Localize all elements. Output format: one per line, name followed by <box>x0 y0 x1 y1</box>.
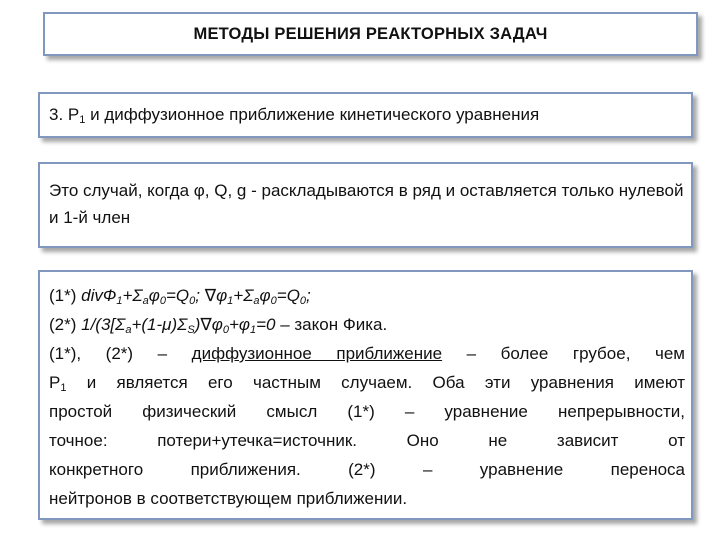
para-l1-post: – более грубое, чем <box>442 344 685 363</box>
eq1-h: =Q <box>276 286 300 305</box>
eq1-e: ; ∇φ <box>195 286 228 305</box>
eq2-c-sub: 0 <box>222 324 229 336</box>
eq2-b-sub: S <box>187 324 195 336</box>
eq2-body <box>81 315 275 334</box>
para-line-6: нейтронов в соответствующем приближении. <box>49 489 408 508</box>
eq2-a: 1/(3[Σ <box>81 315 126 334</box>
eq1-d-sub: 0 <box>189 295 196 307</box>
slide-title: МЕТОДЫ РЕШЕНИЯ РЕАКТОРНЫХ ЗАДАЧ <box>193 25 548 43</box>
diffusion-approximation-term: диффузионное приближение <box>191 344 443 363</box>
eq1-a: divФ <box>81 286 117 305</box>
eq1-i: ; <box>306 286 311 305</box>
para-line-1 <box>49 344 685 364</box>
case-description-box <box>38 162 693 248</box>
eq1-body <box>81 286 311 305</box>
para-line-3: простой физический смысл (1*) – уравнение непрерывности, <box>49 402 685 421</box>
eq2-b: +(1-μ)Σ <box>131 315 188 334</box>
case-description: Это случай, когда φ, Q, g - раскладываются в ряд и оставляется только нулевой и 1-й член <box>49 181 684 227</box>
para-l2-pre: P <box>49 373 61 392</box>
eq1-label: (1*) <box>49 286 82 305</box>
eq1-c-sub: 0 <box>159 295 166 307</box>
eq1-c: φ <box>148 286 160 305</box>
para-l2-post: и является его частным случаем. Оба эти уравнения имеют <box>66 373 685 392</box>
title-box <box>43 12 698 56</box>
eq1-g: φ <box>259 286 271 305</box>
equations-box <box>38 270 693 520</box>
para-line-5: конкретного приближения. (2*) – уравнение переноса <box>49 460 685 479</box>
eq1-h-sub: 0 <box>299 295 307 307</box>
heading-subscript: 1 <box>79 114 86 126</box>
eq2-d-sub: 1 <box>249 324 257 336</box>
eq2-e: =0 <box>256 315 276 334</box>
eq1-f-sub: a <box>253 295 260 307</box>
eq1-g-sub: 0 <box>270 295 277 307</box>
eq1-b: +Σ <box>122 286 143 305</box>
para-line-2 <box>49 373 685 393</box>
section-heading-box <box>38 92 693 138</box>
eq1-d: =Q <box>165 286 190 305</box>
eq1-e-sub: 1 <box>227 295 234 307</box>
eq2-tail: – закон Фика. <box>275 315 388 334</box>
para-l1-pre: (1*), (2*) – <box>49 344 192 363</box>
heading-suffix: и диффузионное приближение кинетического уравнения <box>85 105 540 124</box>
eq1-a-sub: 1 <box>116 295 123 307</box>
para-l2-sub: 1 <box>60 382 67 394</box>
eq2-a-sub: a <box>125 324 132 336</box>
para-line-4: точное: потери+утечка=источник. Оно не зависит от <box>49 431 685 450</box>
eq2-label: (2*) <box>49 315 82 334</box>
equation-1 <box>49 286 685 306</box>
eq1-b-sub: a <box>142 295 149 307</box>
section-heading <box>49 104 539 126</box>
equation-2 <box>49 315 685 335</box>
eq2-d: +φ <box>228 315 250 334</box>
eq1-f: +Σ <box>233 286 254 305</box>
heading-prefix: 3. P <box>49 105 80 124</box>
eq2-c: )∇φ <box>194 315 223 334</box>
